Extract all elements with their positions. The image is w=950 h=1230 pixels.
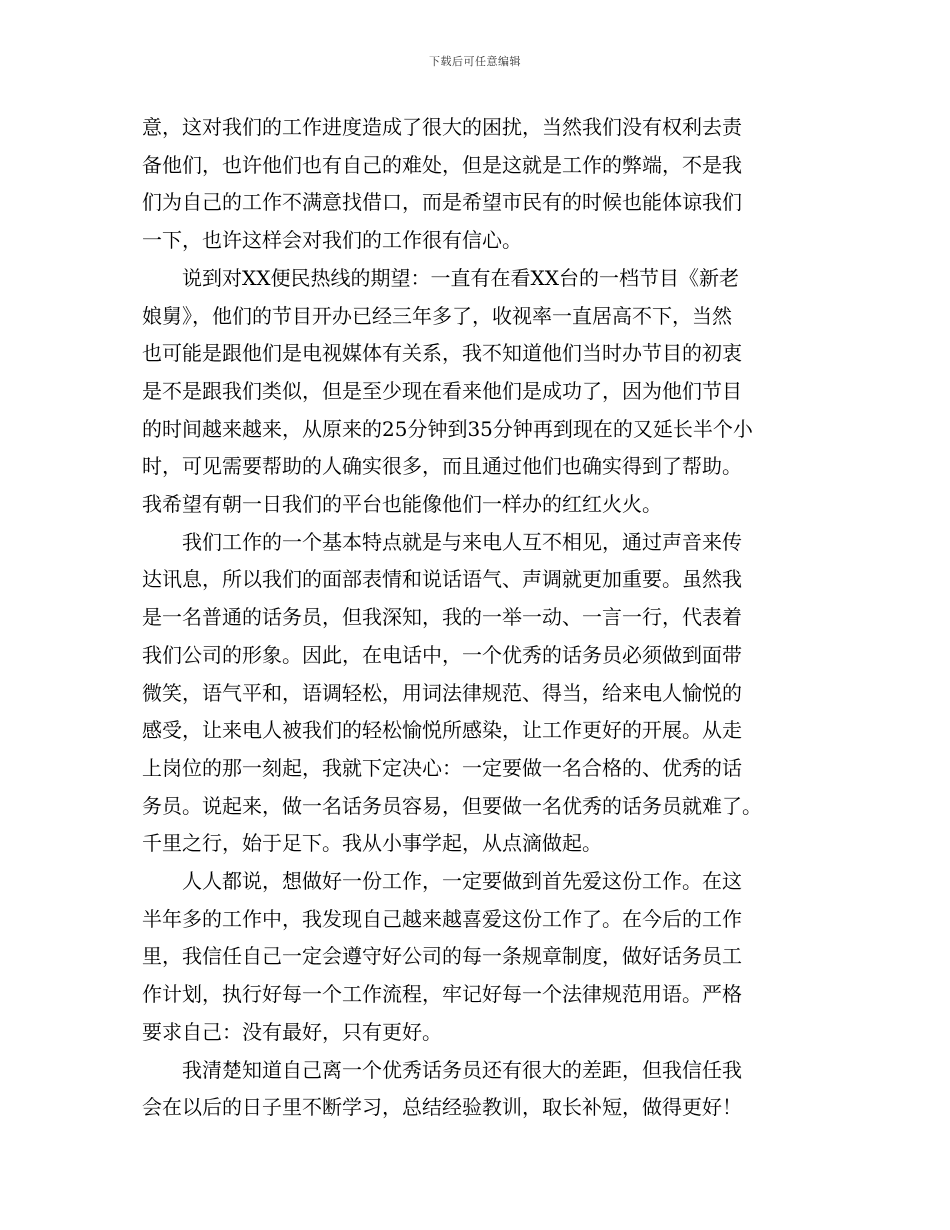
- text-line: 微笑，语气平和，语调轻松，用词法律规范、得当，给来电人愉悦的: [142, 680, 742, 705]
- paragraph-3: [142, 524, 802, 863]
- text-line: 感受，让来电人被我们的轻松愉悦所感染，让工作更好的开展。从走: [142, 718, 742, 743]
- text-line: 们为自己的工作不满意找借口，而是希望市民有的时候也能体谅我们: [142, 190, 742, 215]
- paragraph-2: [142, 260, 802, 524]
- text-line: 千里之行，始于足下。我从小事学起，从点滴做起。: [142, 831, 602, 856]
- text-line: 人人都说，想做好一份工作，一定要做到首先爱这份工作。在这: [182, 869, 742, 894]
- text-line: 达讯息，所以我们的面部表情和说话语气、声调就更加重要。虽然我: [142, 567, 742, 592]
- text-line: 里，我信任自己一定会遵守好公司的每一条规章制度，做好话务员工: [142, 944, 742, 969]
- text-line: 我们工作的一个基本特点就是与来电人互不相见，通过声音来传: [182, 529, 742, 554]
- document-body: [142, 109, 802, 1127]
- text-line: 是一名普通的话务员，但我深知，我的一举一动、一言一行，代表着: [142, 605, 742, 630]
- text-line: 务员。说起来，做一名话务员容易，但要做一名优秀的话务员就难了。: [142, 793, 762, 818]
- text-line: 我们公司的形象。因此，在电话中，一个优秀的话务员必须做到面带: [142, 642, 742, 667]
- paragraph-1: [142, 109, 802, 260]
- text-line: 的时间越来越来，从原来的25分钟到35分钟再到现在的又延长半个小: [142, 416, 753, 441]
- text-line: 备他们，也许他们也有自己的难处，但是这就是工作的弊端，不是我: [142, 152, 742, 177]
- text-line: 会在以后的日子里不断学习，总结经验教训，取长补短，做得更好！: [142, 1095, 742, 1120]
- text-line: 我希望有朝一日我们的平台也能像他们一样办的红红火火。: [142, 492, 662, 517]
- text-line: 作计划，执行好每一个工作流程，牢记好每一个法律规范用语。严格: [142, 982, 742, 1007]
- text-line: 要求自己：没有最好，只有更好。: [142, 1019, 442, 1044]
- page-header: 下载后可任意编辑: [429, 55, 521, 68]
- paragraph-4: [142, 863, 802, 1052]
- text-line: 说到对XX便民热线的期望：一直有在看XX台的一档节目《新老: [182, 265, 739, 290]
- text-line: 半年多的工作中，我发现自己越来越喜爱这份工作了。在今后的工作: [142, 906, 742, 931]
- text-line: 是不是跟我们类似，但是至少现在看来他们是成功了，因为他们节目: [142, 378, 742, 403]
- text-line: 上岗位的那一刻起，我就下定决心：一定要做一名合格的、优秀的话: [142, 755, 742, 780]
- text-line: 一下，也许这样会对我们的工作很有信心。: [142, 228, 522, 253]
- text-line: 时，可见需要帮助的人确实很多，而且通过他们也确实得到了帮助。: [142, 454, 742, 479]
- text-line: 娘舅》，他们的节目开办已经三年多了，收视率一直居高不下，当然: [142, 303, 732, 328]
- text-line: 意，这对我们的工作进度造成了很大的困扰，当然我们没有权利去责: [142, 115, 742, 139]
- text-line: 也可能是跟他们是电视媒体有关系，我不知道他们当时办节目的初衷: [142, 341, 742, 366]
- paragraph-5: [142, 1052, 802, 1127]
- text-line: 我清楚知道自己离一个优秀话务员还有很大的差距，但我信任我: [182, 1057, 742, 1082]
